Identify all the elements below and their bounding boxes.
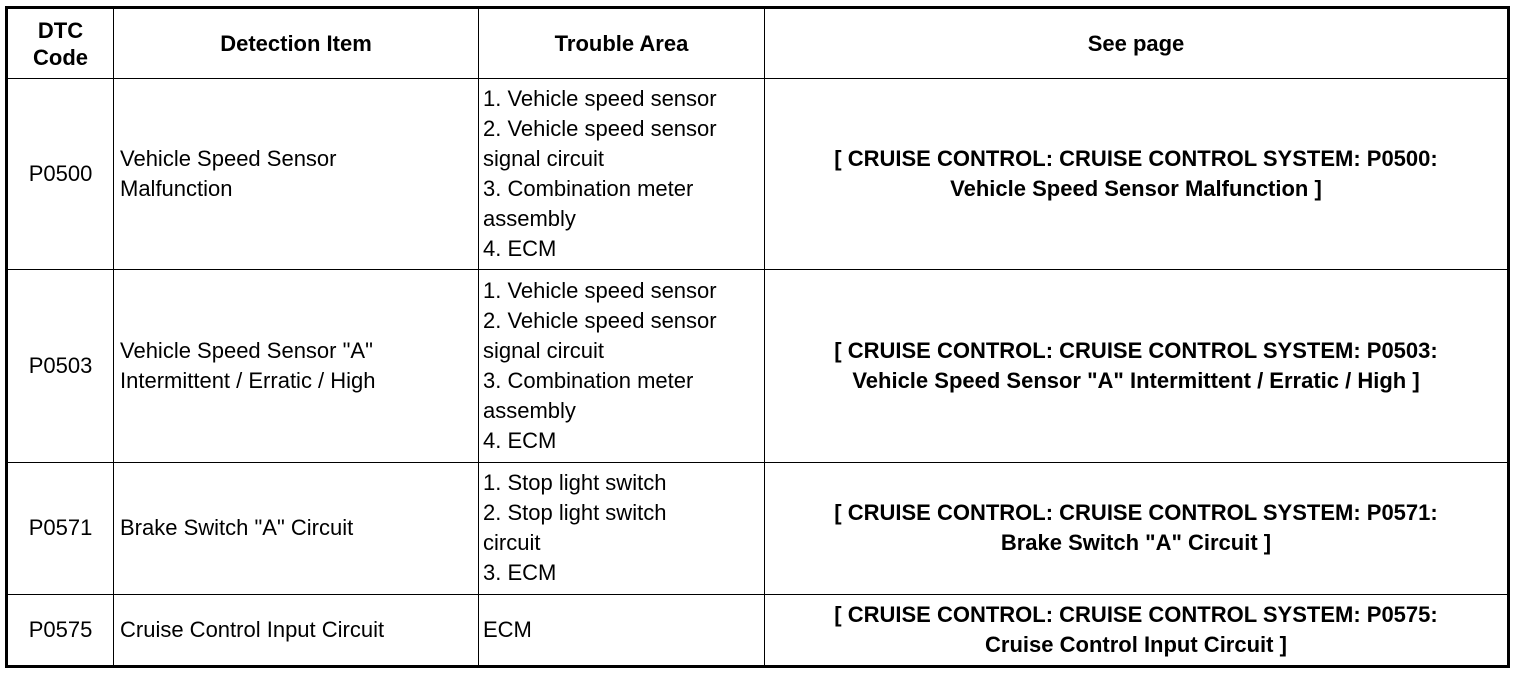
trouble-area-line: circuit — [483, 530, 541, 556]
detection-item-line: Cruise Control Input Circuit — [120, 616, 385, 642]
detection-item-line: Vehicle Speed Sensor — [120, 146, 337, 172]
see-page-link[interactable] — [765, 594, 1509, 666]
trouble-area-line: signal circuit — [483, 146, 605, 172]
trouble-area-line: 2. Vehicle speed sensor — [483, 116, 717, 142]
detection-item-line: Vehicle Speed Sensor "A" — [120, 337, 373, 363]
see-page-line: [ CRUISE CONTROL: CRUISE CONTROL SYSTEM: P0575: — [834, 601, 1438, 627]
header-detection-item: Detection Item — [114, 8, 479, 79]
trouble-area-line: 1. Vehicle speed sensor — [483, 86, 717, 112]
see-page-link[interactable] — [765, 79, 1509, 270]
header-dtc-code-line: DTC — [37, 17, 84, 43]
dtc-code-cell: P0503 — [7, 270, 114, 462]
trouble-area-cell — [479, 594, 765, 666]
see-page-line: [ CRUISE CONTROL: CRUISE CONTROL SYSTEM: P0503: — [834, 337, 1438, 363]
detection-item-cell — [114, 462, 479, 594]
trouble-area-line: 4. ECM — [483, 236, 557, 262]
see-page-line: Cruise Control Input Circuit ] — [985, 631, 1287, 657]
trouble-area-line: 2. Vehicle speed sensor — [483, 307, 717, 333]
trouble-area-line: 3. ECM — [483, 560, 557, 586]
detection-item-line: Malfunction — [120, 176, 233, 202]
trouble-area-line: 1. Stop light switch — [483, 470, 667, 496]
trouble-area-line: 1. Vehicle speed sensor — [483, 277, 717, 303]
table-row — [7, 79, 1509, 270]
header-dtc-code-line: Code — [33, 44, 88, 70]
see-page-link[interactable] — [765, 462, 1509, 594]
detection-item-line: Brake Switch "A" Circuit — [120, 515, 354, 541]
header-row — [7, 8, 1509, 79]
header-see-page: See page — [765, 8, 1509, 79]
trouble-area-line: 3. Combination meter — [483, 367, 694, 393]
trouble-area-cell — [479, 79, 765, 270]
trouble-area-cell — [479, 270, 765, 462]
trouble-area-line: signal circuit — [483, 337, 605, 363]
detection-item-cell — [114, 270, 479, 462]
see-page-line: Vehicle Speed Sensor Malfunction ] — [950, 176, 1322, 202]
table-row — [7, 462, 1509, 594]
see-page-link[interactable] — [765, 270, 1509, 462]
detection-item-line: Intermittent / Erratic / High — [120, 367, 376, 393]
dtc-table — [5, 6, 1510, 668]
trouble-area-line: 2. Stop light switch — [483, 500, 667, 526]
header-trouble-area: Trouble Area — [479, 8, 765, 79]
detection-item-cell — [114, 79, 479, 270]
table-row — [7, 594, 1509, 666]
trouble-area-line: 4. ECM — [483, 427, 557, 453]
dtc-code-cell: P0500 — [7, 79, 114, 270]
header-dtc-code — [7, 8, 114, 79]
trouble-area-line: 3. Combination meter — [483, 176, 694, 202]
trouble-area-line: ECM — [483, 616, 532, 642]
dtc-code-cell: P0575 — [7, 594, 114, 666]
trouble-area-cell — [479, 462, 765, 594]
trouble-area-line: assembly — [483, 397, 576, 423]
see-page-line: [ CRUISE CONTROL: CRUISE CONTROL SYSTEM: P0571: — [834, 500, 1438, 526]
see-page-line: Vehicle Speed Sensor "A" Intermittent / Erratic / High ] — [852, 367, 1420, 393]
table-row — [7, 270, 1509, 462]
detection-item-cell — [114, 594, 479, 666]
see-page-line: [ CRUISE CONTROL: CRUISE CONTROL SYSTEM: P0500: — [834, 146, 1438, 172]
dtc-code-cell: P0571 — [7, 462, 114, 594]
trouble-area-line: assembly — [483, 206, 576, 232]
see-page-line: Brake Switch "A" Circuit ] — [1000, 530, 1272, 556]
